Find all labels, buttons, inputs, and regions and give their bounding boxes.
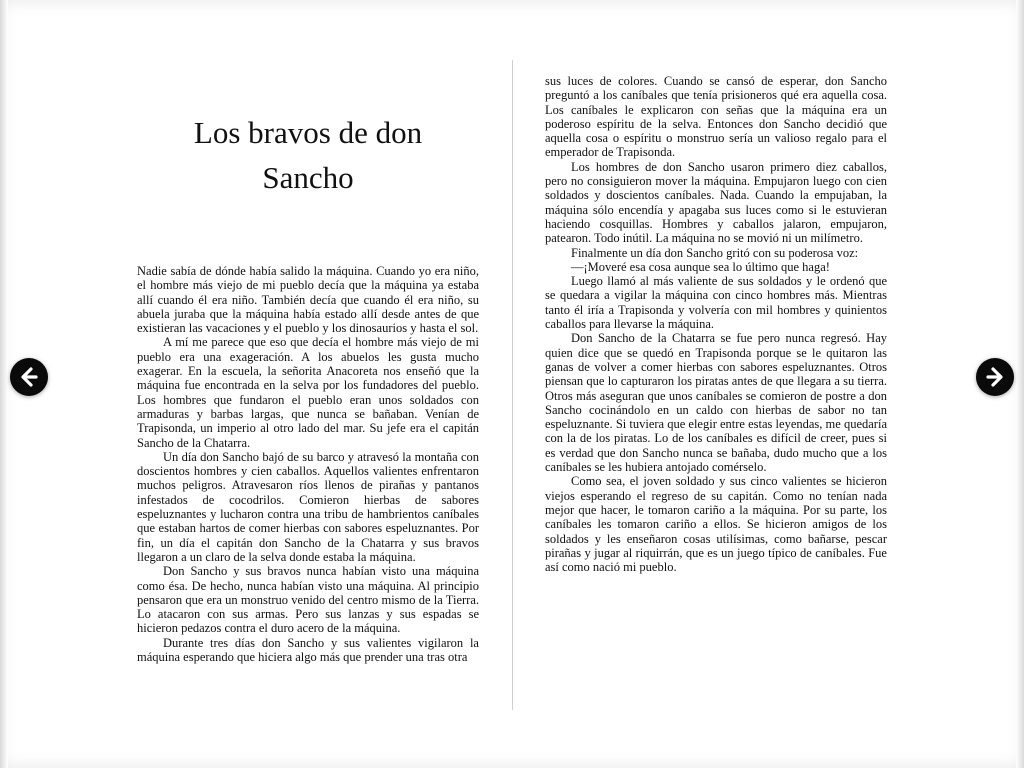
- next-page-button[interactable]: [976, 358, 1014, 396]
- book-gutter: [512, 60, 513, 710]
- right-page-text: [545, 74, 887, 574]
- chapter-title: Los bravos de don Sancho: [193, 115, 423, 195]
- paragraph: —¡Moveré esa cosa aunque sea lo último que haga!: [571, 259, 830, 274]
- previous-page-button[interactable]: [10, 358, 48, 396]
- paragraph: Don Sancho y sus bravos nunca habían visto una máquina como ésa. De hecho, nunca habían visto una máquina. Al principio pensaron que era un monstruo venido del centro mismo de la Tierra. Lo atacaron con sus armas. Pero sus lanzas y sus espadas se hicieron pedazos contra el duro acero de la máquina.: [137, 564, 479, 636]
- paragraph: Un día don Sancho bajó de su barco y atravesó la montaña con doscientos hombres y cien caballos. Aquellos valientes enfrentaron muchos peligros. Atravesaron ríos llenos de pirañas y pantanos infestados de cocodrilos. Comieron hierbas de sabores espeluznantes y lucharon contra una tribu de hambrientos caníbales que estaban hartos de comer hierbas con sabores espeluznantes. Por fin, un día el capitán don Sancho de la Chatarra y sus bravos llegaron a un claro de la selva donde estaba la máquina.: [137, 449, 479, 564]
- paragraph: Finalmente un día don Sancho gritó con su poderosa voz:: [571, 245, 859, 260]
- left-page: [137, 110, 479, 664]
- page-edge-left: [0, 0, 8, 768]
- paragraph: Los hombres de don Sancho usaron primero diez caballos, pero no consiguieron mover la máquina. Empujaron luego con cien soldados y doscientos caníbales. Nada. Cuando la empujaban, la máquina sólo encendía y apagaba sus luces como si le estuvieran haciendo cosquillas. Hombres y caballos jalaron, empujaron, patearon. Todo inútil. La máquina no se movió ni un milímetro.: [545, 159, 887, 246]
- right-page: [545, 74, 887, 574]
- arrow-right-icon: [976, 358, 1014, 396]
- page-edge-right: [1016, 0, 1024, 768]
- paragraph: sus luces de colores. Cuando se cansó de esperar, don Sancho preguntó a los caníbales que tenía prisioneros qué era aquella cosa. Los caníbales le explicaron con señas que la máquina era un poderoso espíritu de la selva. Entonces don Sancho decidió que aquella cosa o espíritu o monstruo sería un valioso regalo para el emperador de Trapisonda.: [545, 74, 887, 160]
- paragraph: Nadie sabía de dónde había salido la máquina. Cuando yo era niño, el hombre más viejo de mi pueblo decía que la máquina ya estaba allí cuando él era niño. También decía que cuando él era niño, su abuela juraba que la máquina había estado allí desde antes de que existieran las vacaciones y el pueblo y los dinosaurios y hasta el sol.: [137, 264, 479, 336]
- paragraph: Luego llamó al más valiente de sus soldados y le ordenó que se quedara a vigilar la máquina con cinco hombres más. Mientras tanto él iría a Trapisonda y volvería con mil hombres y quinientos caballos para llevarse la máquina.: [545, 274, 887, 332]
- paragraph: Durante tres días don Sancho y sus valientes vigilaron la máquina esperando que hiciera algo más que prender una tras otra: [137, 635, 479, 665]
- left-page-text: [137, 264, 479, 664]
- paragraph: A mí me parece que eso que decía el hombre más viejo de mi pueblo era una exageración. A los abuelos les gusta mucho exagerar. En la escuela, la señorita Anacoreta nos enseñó que la máquina fue encontrada en la selva por los fundadores del pueblo. Los hombres que fundaron el pueblo eran unos soldados con armaduras y barbas largas, que nunca se bañaban. Venían de Trapisonda, un imperio al otro lado del mar. Su jefe era el capitán Sancho de la Chatarra.: [137, 335, 479, 450]
- arrow-left-icon: [10, 358, 48, 396]
- paragraph: Como sea, el joven soldado y sus cinco valientes se hicieron viejos esperando el regreso de su capitán. Como no tenían nada mejor que hacer, le tomaron cariño a la máquina. Por su parte, los caníbales les tomaron cariño a ellos. Se hicieron amigos de los soldados y les enseñaron cosas utilísimas, como bañarse, pescar pirañas y jugar al riquirrán, que es un juego típico de caníbales. Fue así como nació mi pueblo.: [545, 474, 887, 575]
- paragraph: Don Sancho de la Chatarra se fue pero nunca regresó. Hay quien dice que se quedó en Trapisonda porque se le quitaron las ganas de volver a comer hierbas con sabores espeluznantes. Otros piensan que lo capturaron los piratas antes de que llegara a su tierra. Otros más aseguran que unos caníbales se comieron de postre a don Sancho cocinándolo en un caldo con hierbas de sabor no tan espeluznante. Si tuviera que elegir entre estas leyendas, me quedaría con la de los piratas. Lo de los caníbales es difícil de creer, pues si es verdad que don Sancho nunca se bañaba, dudo mucho que a los caníbales se les hubiera antojado comérselo.: [545, 331, 887, 475]
